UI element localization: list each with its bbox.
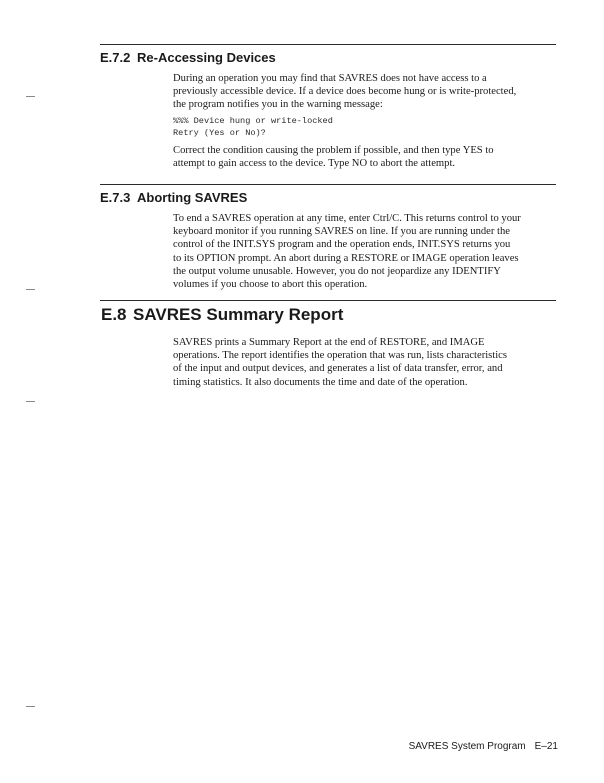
warning-message-code xyxy=(173,116,333,139)
text-line: Correct the condition causing the problem if possible, and then type YES to xyxy=(173,145,494,156)
section-number: E.7.3 xyxy=(100,190,131,205)
section-heading-e7-2 xyxy=(100,50,276,66)
section-title: Re-Accessing Devices xyxy=(137,50,276,65)
section-heading-e7-3 xyxy=(100,190,247,206)
code-line: Retry (Yes or No)? xyxy=(173,127,266,138)
scan-mark xyxy=(26,401,35,402)
page-number: E–21 xyxy=(534,741,558,752)
text-line: volumes if you choose to abort this operation. xyxy=(173,279,368,291)
section-rule xyxy=(100,44,556,45)
section-title: SAVRES Summary Report xyxy=(133,305,344,324)
footer-label: SAVRES System Program xyxy=(408,741,526,752)
scan-mark xyxy=(26,96,35,97)
text-line: of the input and output devices, and generates a list of data transfer, error, and xyxy=(173,363,503,375)
section-rule xyxy=(100,184,556,185)
text-line: keyboard monitor if you running SAVRES on line. If you are running under the xyxy=(173,226,510,238)
text-line: To end a SAVRES operation at any time, enter Ctrl/C. This returns control to your xyxy=(173,213,521,224)
text-line: SAVRES prints a Summary Report at the end of RESTORE, and IMAGE xyxy=(173,337,485,348)
text-line: operations. The report identifies the operation that was run, lists characteristics xyxy=(173,350,507,362)
text-line: control of the INIT.SYS program and the operation ends, INIT.SYS returns you xyxy=(173,239,511,251)
text-line: timing statistics. It also documents the time and date of the operation. xyxy=(173,376,468,388)
section-number: E.7.2 xyxy=(100,50,131,65)
text-line: During an operation you may find that SAVRES does not have access to a xyxy=(173,73,487,84)
text-line: to its OPTION prompt. An abort during a RESTORE or IMAGE operation leaves xyxy=(173,252,519,264)
scan-mark xyxy=(26,289,35,290)
section-title: Aborting SAVRES xyxy=(137,190,248,205)
section-heading-e8 xyxy=(101,305,343,325)
text-line: previously accessible device. If a device does become hung or is write-protected, xyxy=(173,86,517,98)
text-line: attempt to gain access to the device. Type NO to abort the attempt. xyxy=(173,158,456,170)
code-line: %%% Device hung or write-locked xyxy=(173,116,333,126)
text-line: the output volume unusable. However, you do not jeopardize any IDENTIFY xyxy=(173,265,501,277)
paragraph-reaccess-action xyxy=(173,144,561,170)
page-footer xyxy=(409,741,558,753)
paragraph-aborting xyxy=(173,212,561,291)
section-rule xyxy=(100,300,556,301)
section-number: E.8 xyxy=(101,305,127,324)
text-line: the program notifies you in the warning message: xyxy=(173,99,383,111)
scan-mark xyxy=(26,706,35,707)
paragraph-summary-report xyxy=(173,336,561,389)
paragraph-reaccess-intro xyxy=(173,72,561,112)
